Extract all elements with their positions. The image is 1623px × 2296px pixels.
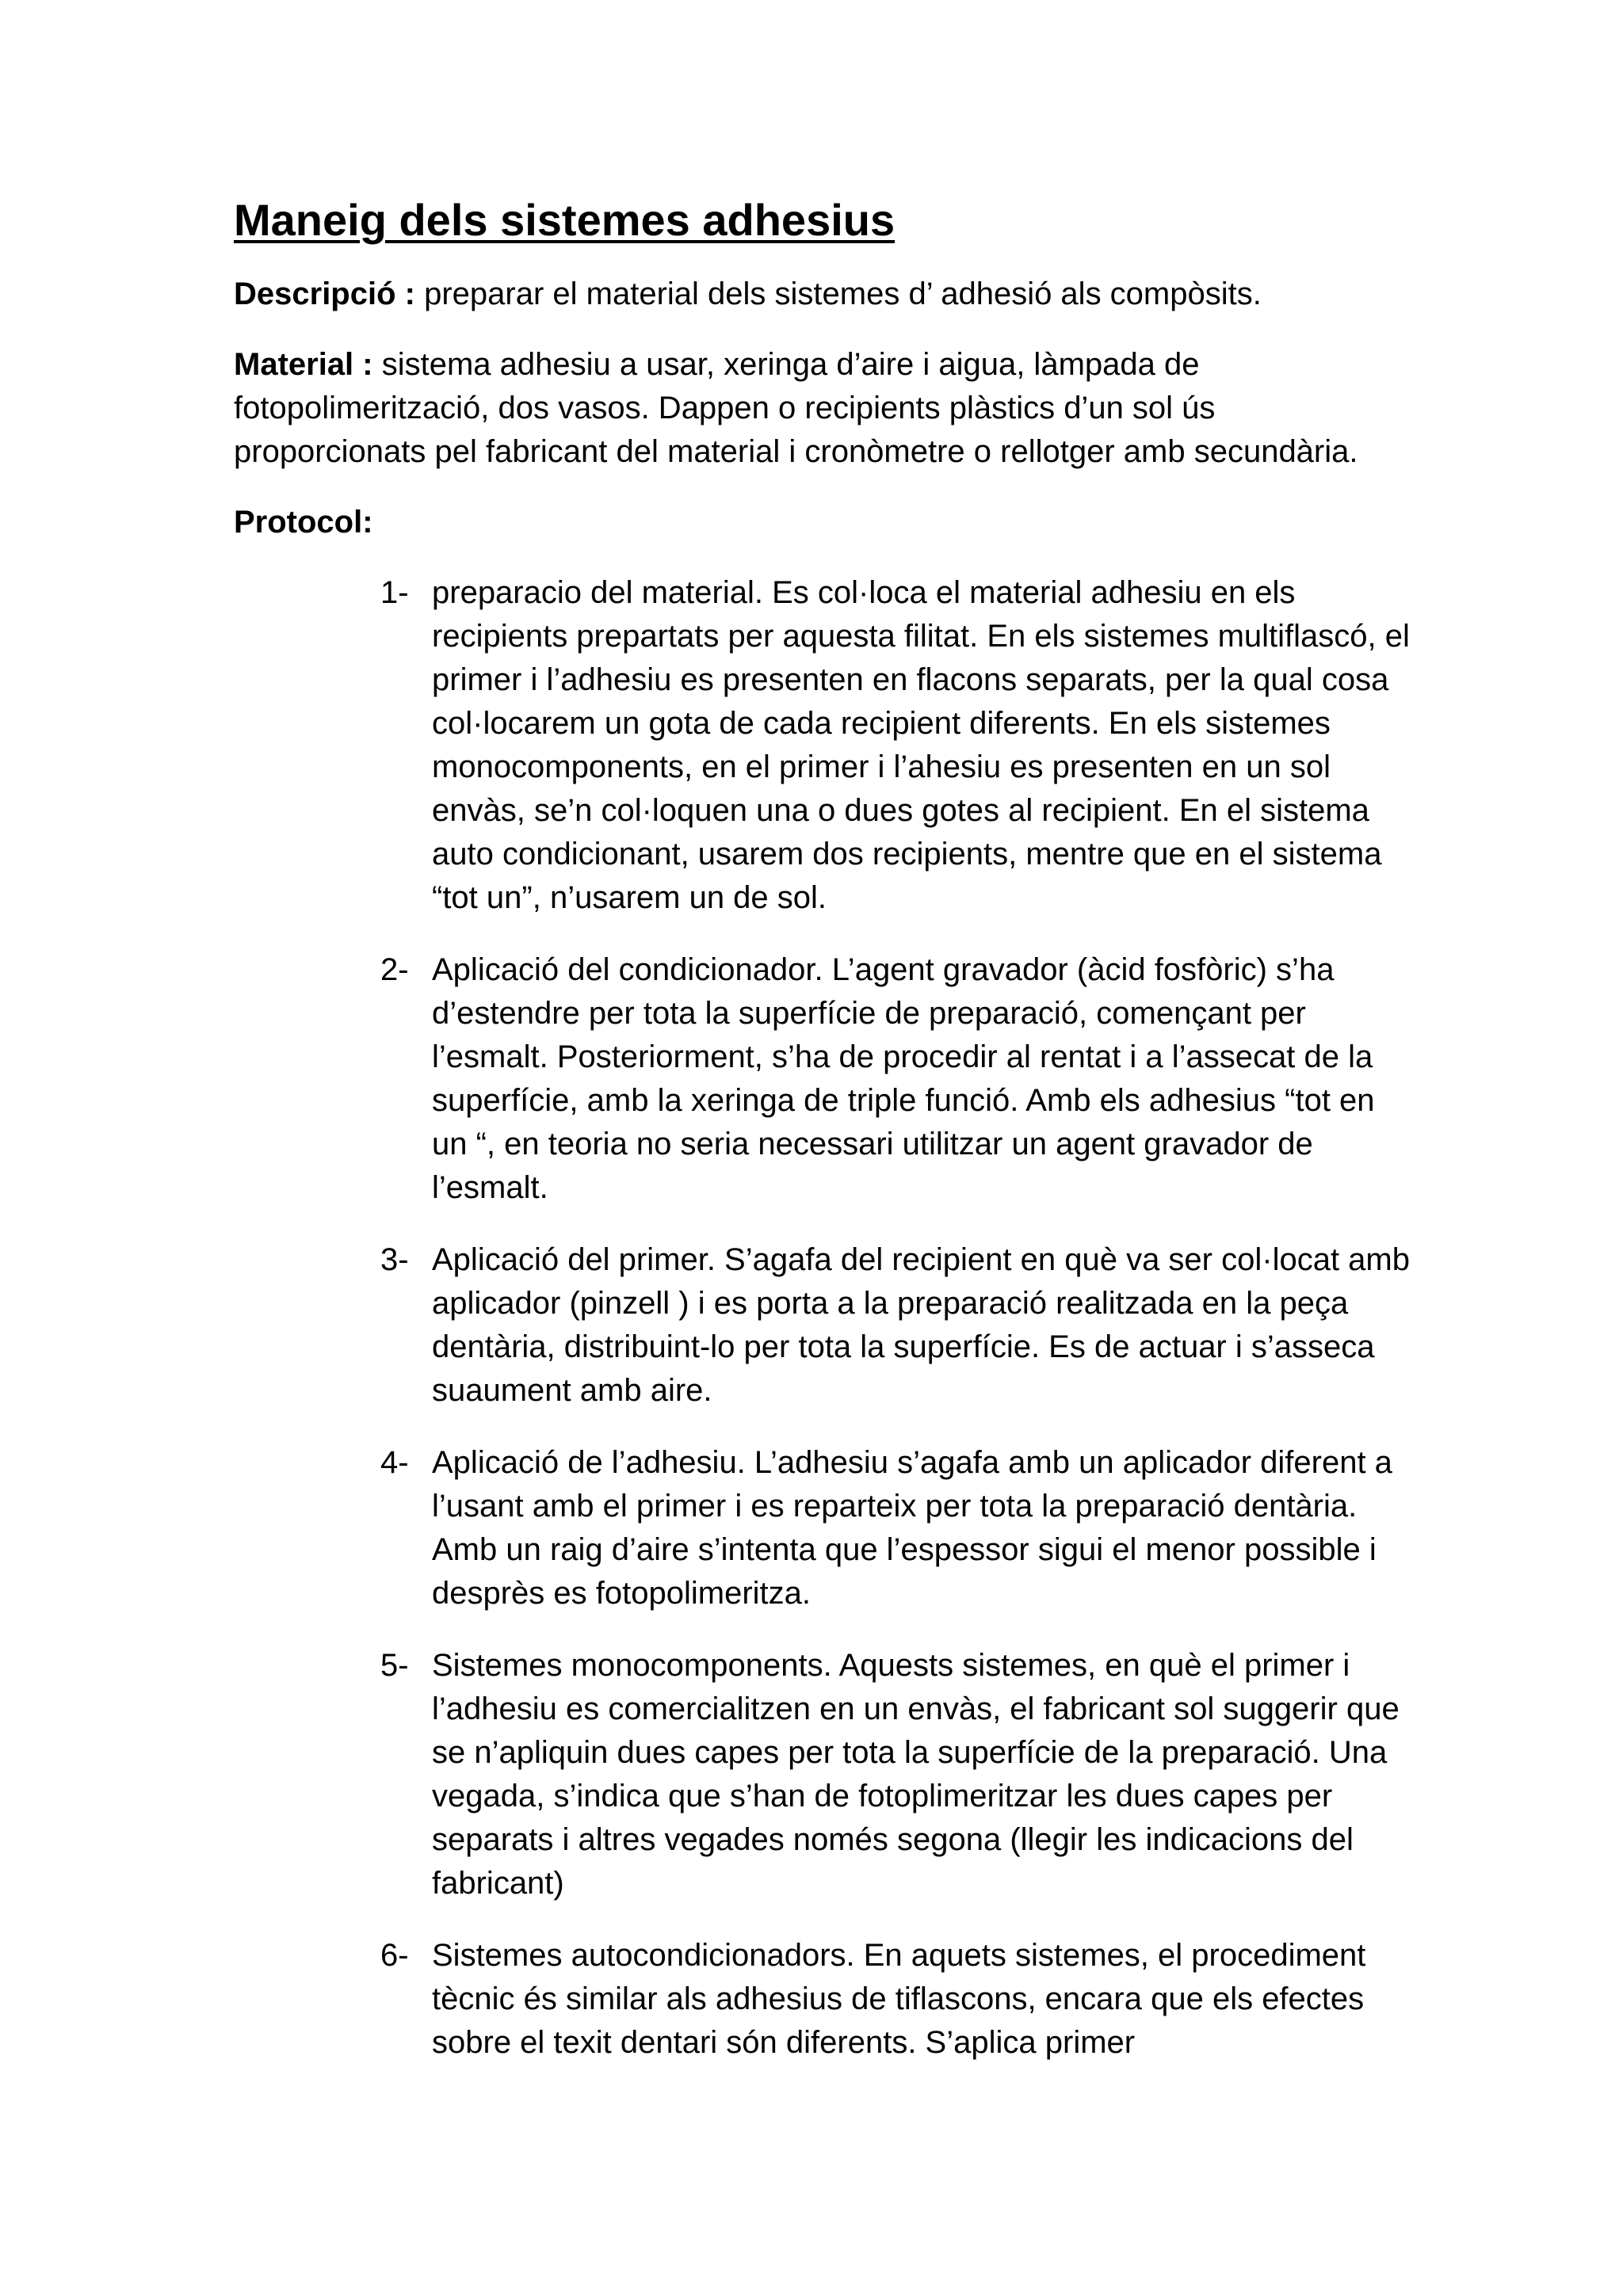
step-number: 5- xyxy=(380,1648,409,1683)
protocol-step-2 xyxy=(234,948,1416,1210)
step-number: 1- xyxy=(380,575,409,610)
step-text: Sistemes autocondicionadors. En aquets sistemes, el procediment tècnic és similar als adhesius de tiflascons, encara que els efectes sobre el texit dentari són diferents. S’aplica primer xyxy=(432,1938,1366,2060)
step-text: Aplicació de l’adhesiu. L’adhesiu s’agafa amb un aplicador diferent a l’usant amb el primer i es reparteix per tota la preparació dentària. Amb un raig d’aire s’intenta que l’espessor sigui el menor possible i desprès es fotopolimeritza. xyxy=(432,1445,1392,1611)
protocol-step-3 xyxy=(234,1238,1416,1413)
document-title: Maneig dels sistemes adhesius xyxy=(234,195,896,245)
material-label: Material : xyxy=(234,347,373,382)
description-label: Descripció : xyxy=(234,277,415,311)
step-text: Aplicació del condicionador. L’agent gravador (àcid fosfòric) s’ha d’estendre per tota la superfície de preparació, començant per l’esmalt. Posteriorment, s’ha de procedir al rentat i a l’assecat de la superfície, amb la xeringa de triple funció. Amb els adhesius “tot en un “, en teoria no seria necessari utilitzar un agent gravador de l’esmalt. xyxy=(432,952,1375,1205)
protocol-steps-list xyxy=(234,571,1410,2065)
step-number: 4- xyxy=(380,1445,409,1480)
step-number: 2- xyxy=(380,952,409,987)
step-text: Sistemes monocomponents. Aquests sistemes, en què el primer i l’adhesiu es comercialitzen en un envàs, el fabricant sol suggerir que se n’apliquin dues capes per tota la superfície de la preparació. Una vegada, s’indica que s’han de fotoplimeritzar les dues capes per separats i altres vegades només segona (llegir les indicacions del fabricant) xyxy=(432,1648,1400,1901)
document-content xyxy=(234,189,1410,2093)
protocol-step-5 xyxy=(234,1644,1416,1905)
step-number: 6- xyxy=(380,1938,409,1973)
protocol-heading: Protocol: xyxy=(234,505,373,540)
description-text: preparar el material dels sistemes d’ adhesió als compòsits. xyxy=(424,277,1262,311)
material-paragraph xyxy=(234,343,1407,474)
protocol-step-6 xyxy=(234,1934,1416,2065)
step-text: Aplicació del primer. S’agafa del recipient en què va ser col·locat amb aplicador (pinzell ) i es porta a la preparació realitzada en la peça dentària, distribuint-lo per tota la superfície. Es de actuar i s’asseca suaument amb aire. xyxy=(432,1242,1410,1408)
step-number: 3- xyxy=(380,1242,409,1277)
step-text: preparacio del material. Es col·loca el material adhesiu en els recipients prepartats per aquesta filitat. En els sistemes multiflascó, el primer i l’adhesiu es presenten en flacons separats, per la qual cosa col·locarem un gota de cada recipient diferents. En els sistemes monocomponents, en el primer i l’ahesiu es presenten en un sol envàs, se’n col·loquen una o dues gotes al recipient. En el sistema auto condicionant, usarem dos recipients, mentre que en el sistema “tot un”, n’usarem un de sol. xyxy=(432,575,1410,915)
protocol-step-1 xyxy=(234,571,1416,920)
material-text: sistema adhesiu a usar, xeringa d’aire i aigua, làmpada de fotopolimerització, dos vasos. Dappen o recipients plàstics d’un sol ús proporcionats pel fabricant del material i cronòmetre o rellotger amb secundària. xyxy=(234,347,1358,469)
protocol-step-4 xyxy=(234,1441,1416,1615)
description-paragraph xyxy=(234,273,1407,316)
